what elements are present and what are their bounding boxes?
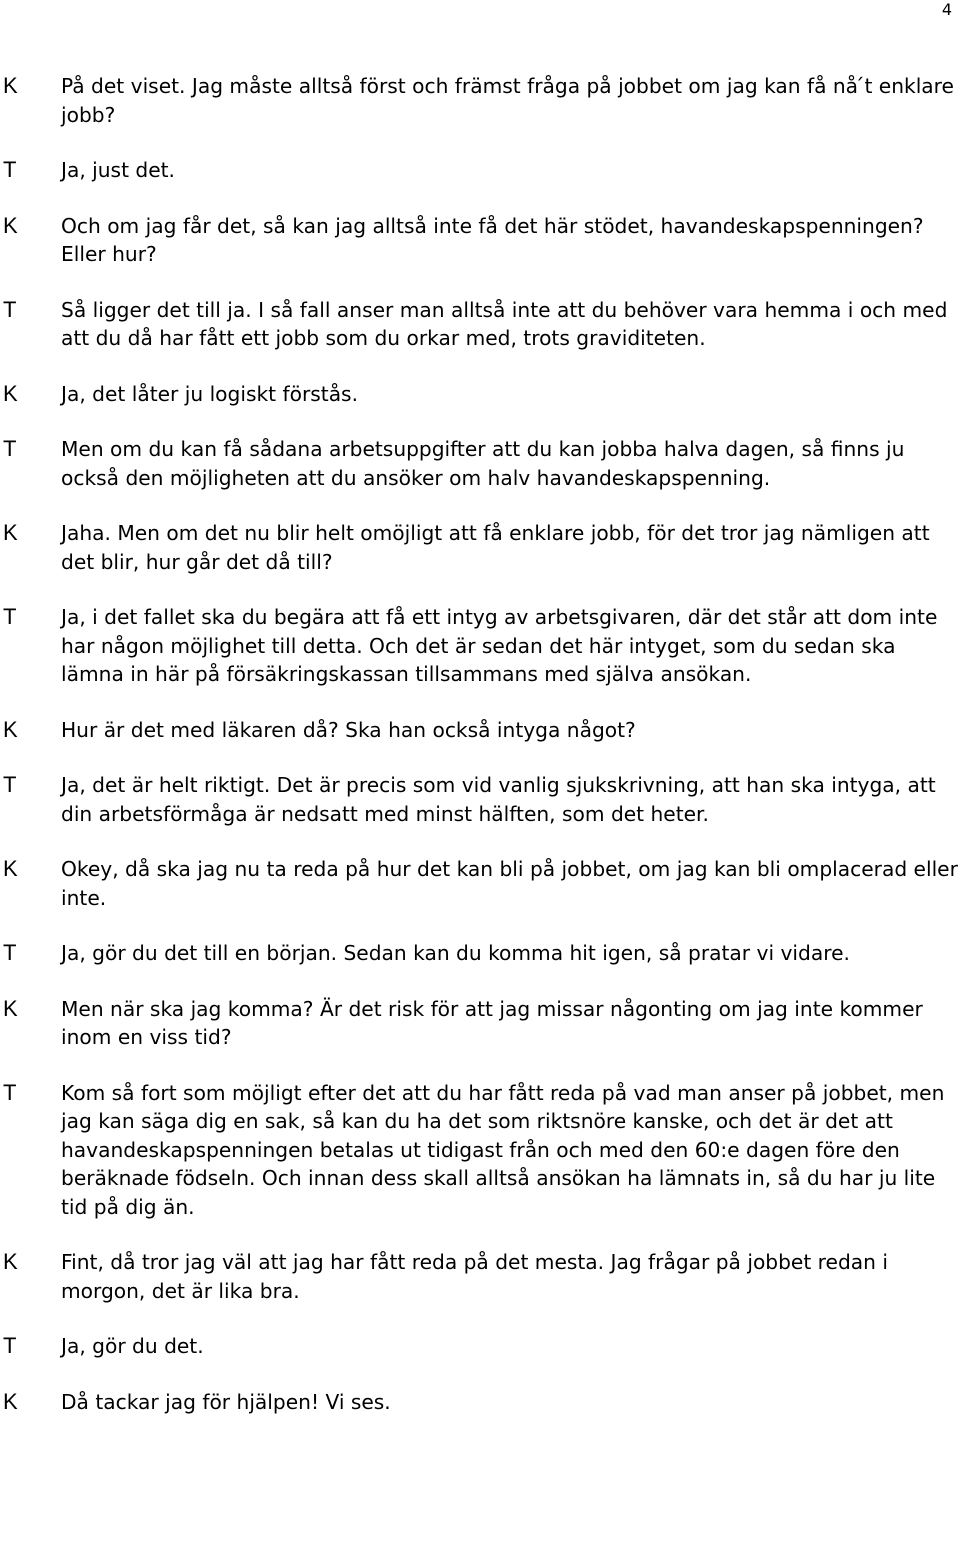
dialogue-turn xyxy=(0,72,960,129)
utterance-text: Okey, då ska jag nu ta reda på hur det kan bli på jobbet, om jag kan bli omplacerad eller inte. xyxy=(61,857,958,910)
speaker-label: K xyxy=(3,856,18,881)
dialogue-turn xyxy=(0,771,960,828)
utterance-text: Hur är det med läkaren då? Ska han också intyga något? xyxy=(61,717,636,742)
speaker-label: K xyxy=(3,380,18,406)
dialogue-turn xyxy=(0,212,960,269)
utterance-text: Men om du kan få sådana arbetsuppgifter att du kan jobba halva dagen, så finns ju också den möjligheten att du ansöker om halv havandeskapspenning. xyxy=(61,437,905,490)
speaker-label: T xyxy=(3,772,17,797)
utterance-text: Ja, i det fallet ska du begära att få ett intyg av arbetsgivaren, där det står att dom inte har någon möjlighet till detta. Och det är sedan det här intyget, som du sedan ska lämna in här på försäkringskassan tillsammans med själva ansökan. xyxy=(61,605,938,686)
utterance-text: Då tackar jag för hjälpen! Vi ses. xyxy=(61,1389,391,1414)
speaker-label: K xyxy=(3,73,18,98)
utterance-text: Jaha. Men om det nu blir helt omöjligt att få enklare jobb, för det tror jag nämligen att det blir, hur går det då till? xyxy=(61,521,930,574)
dialogue-turn xyxy=(0,296,960,353)
dialogue-turn xyxy=(0,435,960,492)
speaker-label: K xyxy=(3,716,18,742)
speaker-label: K xyxy=(3,1249,18,1274)
dialogue-turn xyxy=(0,995,960,1052)
speaker-label: T xyxy=(3,157,17,182)
dialogue-turn xyxy=(0,939,960,968)
speaker-label: T xyxy=(3,296,17,322)
dialogue-turn xyxy=(0,716,960,745)
dialogue-turn xyxy=(0,156,960,185)
dialogue-turn xyxy=(0,1332,960,1361)
utterance-text: Ja, gör du det. xyxy=(61,1334,204,1358)
speaker-label: T xyxy=(3,940,17,965)
utterance-text: Ja, det låter ju logiskt förstås. xyxy=(61,381,358,406)
speaker-label: T xyxy=(3,604,17,629)
dialogue-turn xyxy=(0,1248,960,1305)
utterance-text: Ja, det är helt riktigt. Det är precis som vid vanlig sjukskrivning, att han ska intyga, att din arbetsförmåga är nedsatt med minst hälften, som det heter. xyxy=(61,773,936,826)
dialogue-turn xyxy=(0,519,960,576)
dialogue-turn xyxy=(0,603,960,689)
utterance-text: Ja, just det. xyxy=(61,158,175,182)
utterance-text: Men när ska jag komma? Är det risk för att jag missar någonting om jag inte kommer inom en viss tid? xyxy=(61,996,923,1049)
utterance-text: Och om jag får det, så kan jag alltså inte få det här stödet, havandeskapspenningen? Eller hur? xyxy=(61,213,924,266)
dialogue-turn xyxy=(0,855,960,912)
speaker-label: K xyxy=(3,1388,18,1414)
dialogue-turn xyxy=(0,380,960,409)
utterance-text: Ja, gör du det till en början. Sedan kan du komma hit igen, så pratar vi vidare. xyxy=(61,941,850,965)
transcript xyxy=(0,72,960,1443)
page-number: 4 xyxy=(941,0,952,19)
utterance-text: Så ligger det till ja. I så fall anser man alltså inte att du behöver vara hemma i och med att du då har fått ett jobb som du orkar med, trots graviditeten. xyxy=(61,297,948,350)
utterance-text: Fint, då tror jag väl att jag har fått reda på det mesta. Jag frågar på jobbet redan i morgon, det är lika bra. xyxy=(61,1250,888,1303)
utterance-text: På det viset. Jag måste alltså först och främst fråga på jobbet om jag kan få nå ́t enklare jobb? xyxy=(61,74,954,127)
speaker-label: K xyxy=(3,212,18,238)
speaker-label: K xyxy=(3,520,18,545)
dialogue-turn xyxy=(0,1388,960,1417)
speaker-label: K xyxy=(3,995,18,1021)
speaker-label: T xyxy=(3,436,17,461)
speaker-label: T xyxy=(3,1333,17,1358)
speaker-label: T xyxy=(3,1079,17,1105)
dialogue-turn xyxy=(0,1079,960,1222)
utterance-text: Kom så fort som möjligt efter det att du har fått reda på vad man anser på jobbet, men jag kan säga dig en sak, så kan du ha det som riktsnöre kanske, och det är det att havandeskapspenningen betalas ut tidigast från och med den 60:e dagen före den beräknade födseln. Och innan dess skall alltså ansökan ha lämnats in, så du har ju lite tid på dig än. xyxy=(61,1080,945,1219)
